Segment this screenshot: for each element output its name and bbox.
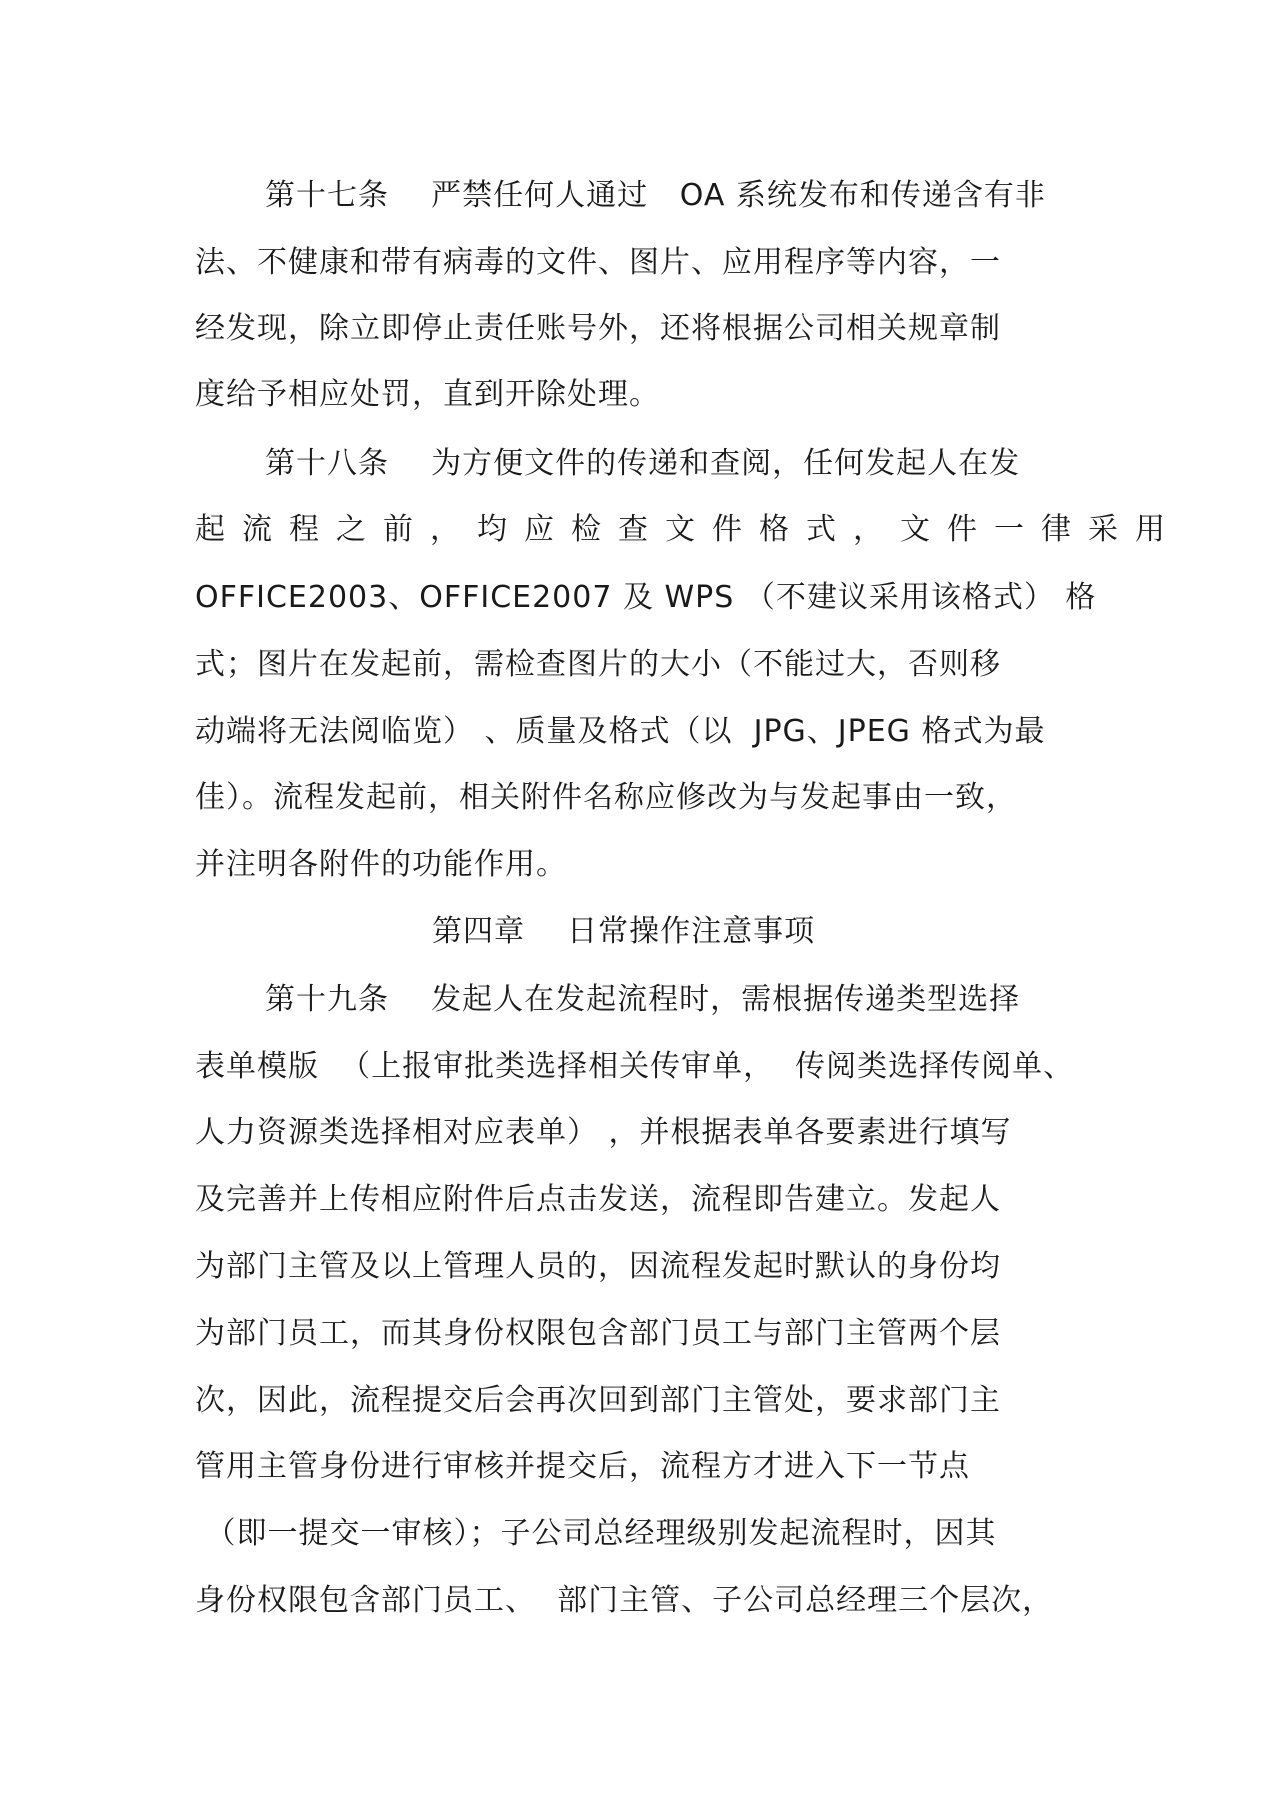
article-17-line-3: 经发现，除立即停止责任账号外，还将根据公司相关规章制 [195,311,1001,346]
article-18-line-3: OFFICE2003、OFFICE2007 及 WPS （不建议采用该格式） 格 [195,580,1097,615]
article-18-line-7: 并注明各附件的功能作用。 [195,847,567,882]
article-19-line-4: 及完善并上传相应附件后点击发送，流程即告建立。发起人 [195,1182,1001,1217]
article-19-line-6: 为部门员工，而其身份权限包含部门员工与部门主管两个层 [195,1316,1001,1351]
article-19-line-9: （即一提交一审核）；子公司总经理级别发起流程时，因其 [195,1516,997,1551]
article-19-line-8: 管用主管身份进行审核并提交后，流程方才进入下一节点 [195,1449,970,1484]
article-19-line-1: 第十九条 发起人在发起流程时，需根据传递类型选择 [265,982,1021,1017]
article-18-line-5: 动端将无法阅临览） 、质量及格式（以 JPG、JPEG 格式为最 [195,714,1046,749]
article-18-line-6: 佳）。流程发起前，相关附件名称应修改为与发起事由一致， [195,780,1017,815]
article-19-line-5: 为部门主管及以上管理人员的，因流程发起时默认的身份均 [195,1249,1001,1284]
article-19-line-3: 人力资源类选择相对应表单） ，并根据表单各要素进行填写 [195,1115,1012,1150]
article-19-line-2: 表单模版 （上报审批类选择相关传审单， 传阅类选择传阅单、 [195,1049,1075,1084]
article-17-line-4: 度给予相应处罚，直到开除处理。 [195,377,660,412]
chapter-4-heading: 第四章 日常操作注意事项 [432,914,816,949]
article-17-line-1: 第十七条 严禁任何人通过 OA 系统发布和传递含有非 [265,178,1046,213]
article-19-line-10: 身份权限包含部门员工、 部门主管、子公司总经理三个层次， [195,1583,1054,1618]
article-18-line-4: 式；图片在发起前，需检查图片的大小（不能过大，否则移 [195,647,1001,682]
article-18-line-2: 起流程之前，均应检查文件格式，文件一律采用 [195,512,1182,547]
article-17-line-2: 法、不健康和带有病毒的文件、图片、应用程序等内容，一 [195,245,1001,280]
article-18-line-1: 第十八条 为方便文件的传递和查阅，任何发起人在发 [265,446,1021,481]
article-19-line-7: 次，因此，流程提交后会再次回到部门主管处，要求部门主 [195,1383,1001,1418]
